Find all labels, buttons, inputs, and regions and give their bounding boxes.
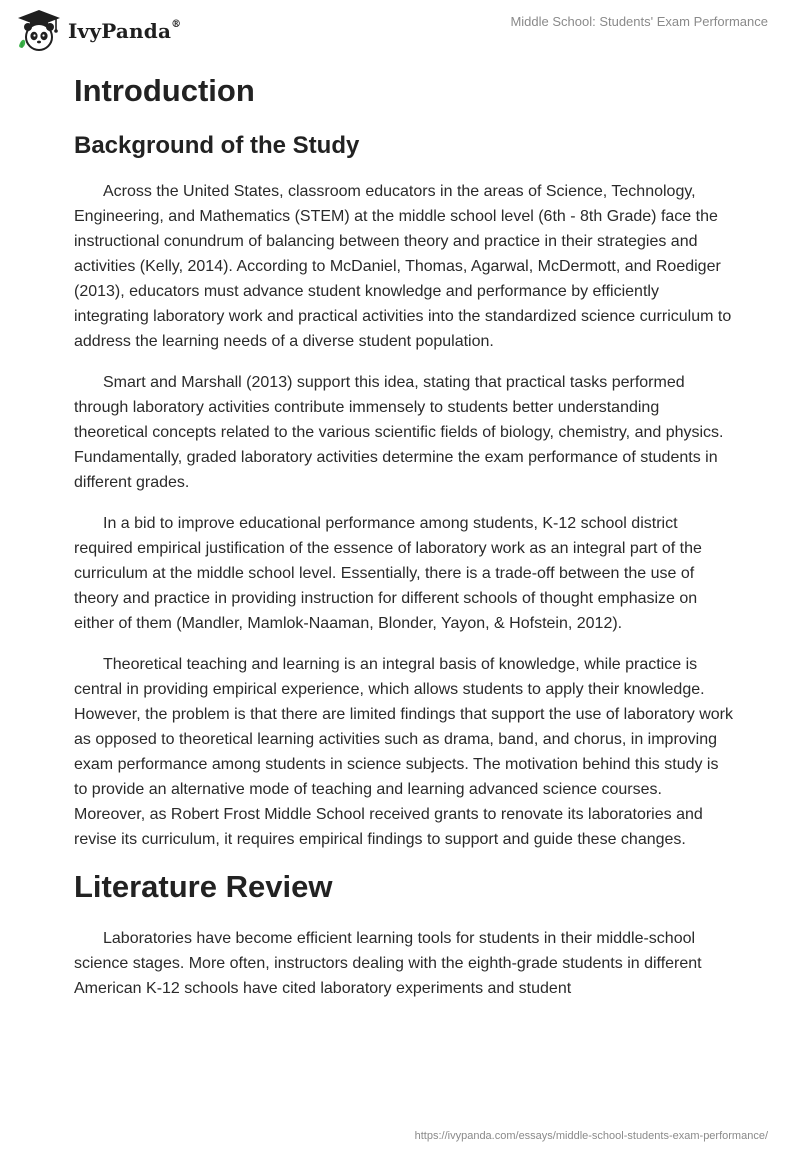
background-paragraph-2: Smart and Marshall (2013) support this idea, stating that practical tasks performed through laboratory activities contribute immensely to students better understanding theoretical concepts related to the various scientific fields of biology, chemistry, and physics. Fundamentally, graded laboratory activities determine the exam performance of students in different grades. — [74, 374, 724, 491]
background-paragraph-3: In a bid to improve educational performance among students, K-12 school district required empirical justification of the essence of laboratory work as an integral part of the curriculum at the middle school level. Essentially, there is a trade-off between the use of theory and practice in providing instruction for different schools of thought emphasize on either of them (Mandler, Mamlok-Naaman, Blonder, Yayon, & Hofstein, 2012). — [74, 515, 702, 632]
essay-content — [74, 72, 734, 1017]
document-title: Middle School: Students' Exam Performance — [510, 14, 768, 29]
introduction-heading: Introduction — [74, 73, 255, 108]
page-header — [0, 0, 800, 60]
literature-paragraph-1: Laboratories have become efficient learning tools for students in their middle-school science stages. More often, instructors dealing with the eighth-grade students in different American K-12 schools have cited laboratory experiments and student — [74, 930, 702, 997]
source-url[interactable]: https://ivypanda.com/essays/middle-school-students-exam-performance/ — [414, 1130, 768, 1142]
background-paragraph-4: Theoretical teaching and learning is an integral basis of knowledge, while practice is central in providing empirical experience, which allows students to apply their knowledge. However, the problem is that there are limited findings that support the use of laboratory work as opposed to theoretical learning activities such as drama, band, and chorus, in improving exam performance among students in science subjects. The motivation behind this study is to provide an alternative mode of teaching and learning advanced science courses. Moreover, as Robert Frost Middle School received grants to renovate its laboratories and revise its curriculum, it requires empirical findings to support and guide these changes. — [74, 656, 734, 848]
brand-logo[interactable] — [16, 8, 181, 52]
background-paragraph-1: Across the United States, classroom educators in the areas of Science, Technology, Engineering, and Mathematics (STEM) at the middle school level (6th - 8th Grade) face the instructional conundrum of balancing between theory and practice in their strategies and activities (Kelly, 2014). According to McDaniel, Thomas, Agarwal, McDermott, and Roediger (2013), educators must advance student knowledge and performance by efficiently integrating laboratory work and practical activities into the standardized science curriculum to address the learning needs of a diverse student population. — [74, 183, 732, 350]
literature-review-heading: Literature Review — [74, 869, 333, 904]
panda-graduate-icon — [16, 8, 62, 52]
brand-name: IvyPanda® — [68, 19, 182, 43]
background-heading: Background of the Study — [74, 132, 360, 159]
